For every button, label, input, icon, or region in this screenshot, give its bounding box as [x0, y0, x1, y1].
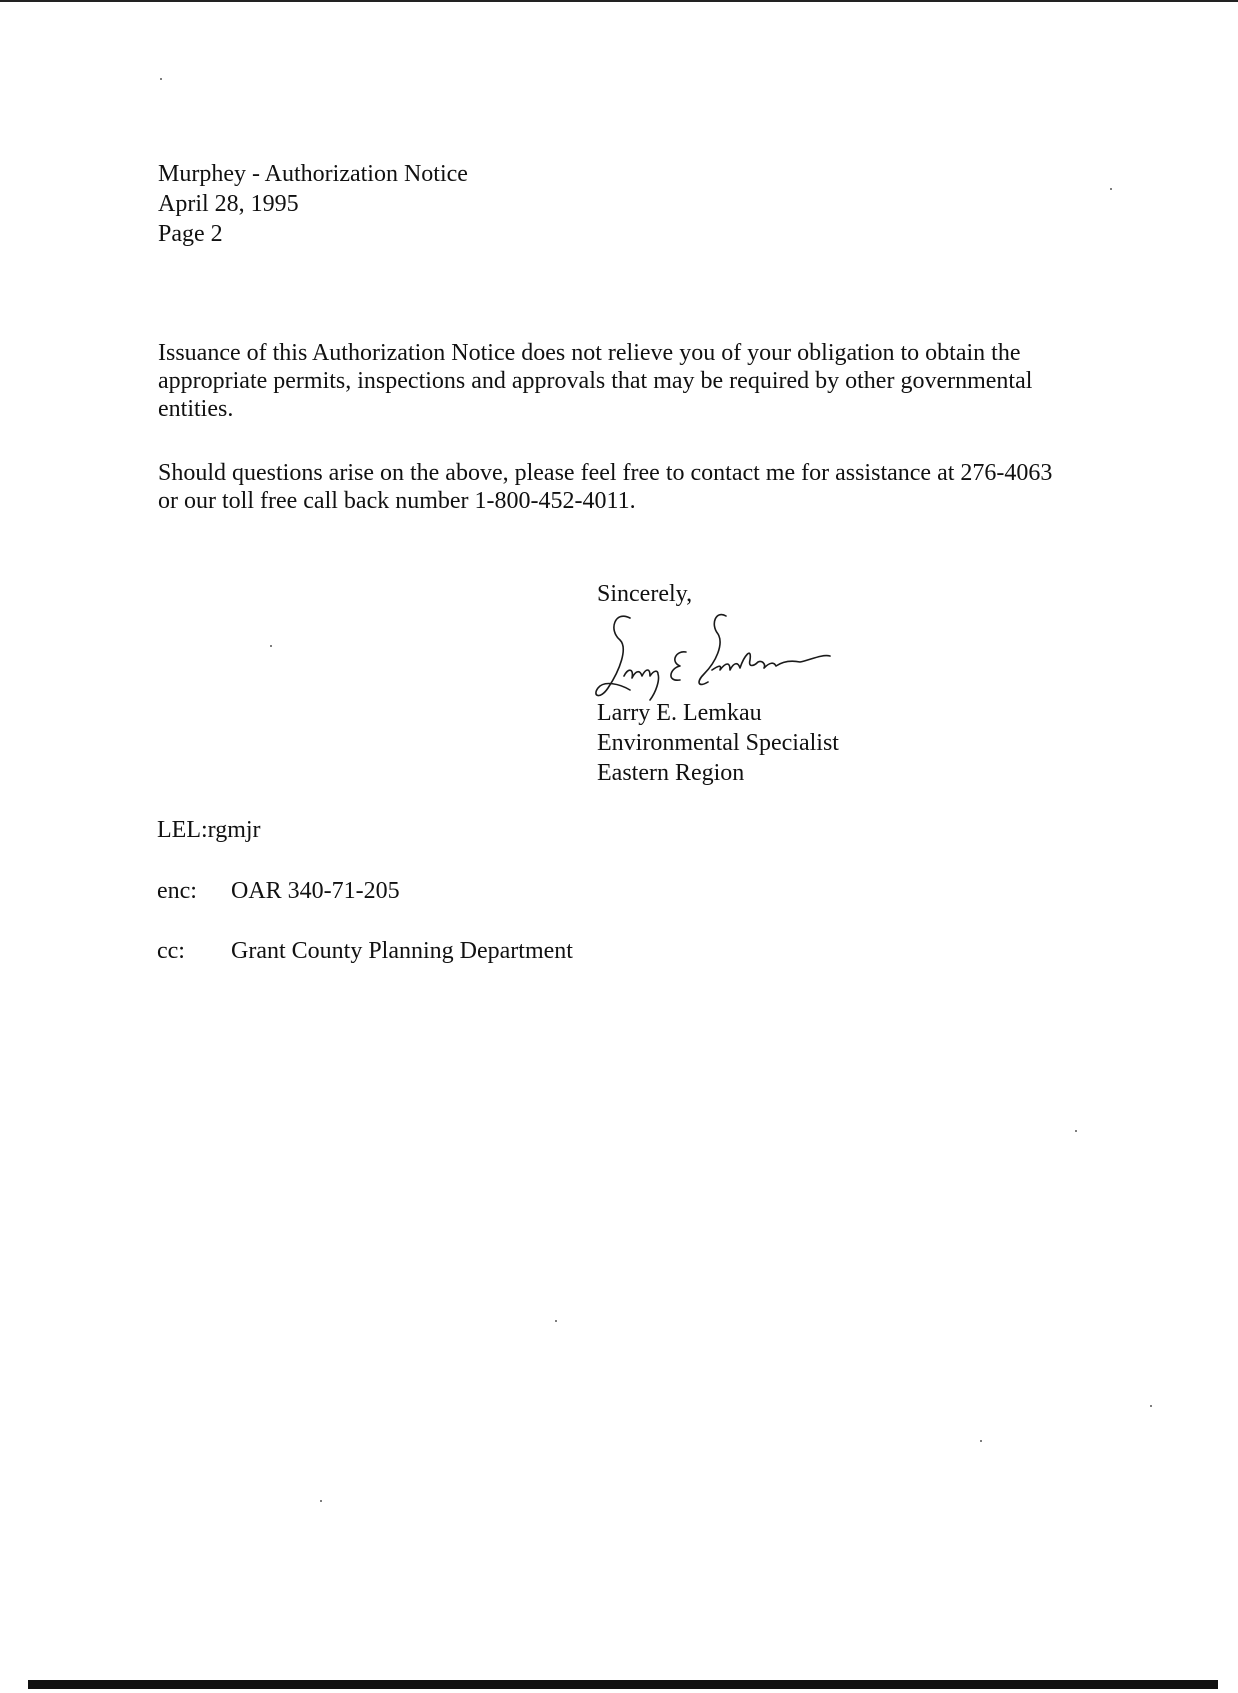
signer-name: Larry E. Lemkau — [597, 700, 762, 726]
signer-title: Environmental Specialist — [597, 730, 839, 756]
cc-value: Grant County Planning Department — [231, 938, 573, 964]
paragraph-line: entities. — [158, 396, 234, 422]
paragraph-contact — [158, 459, 1108, 515]
signer-region: Eastern Region — [597, 760, 745, 786]
paragraph-line: Should questions arise on the above, please feel free to contact me for assistance at 276-4063 — [158, 460, 1053, 486]
header-title: Murphey - Authorization Notice — [158, 161, 468, 187]
cc-label: cc: — [157, 938, 185, 964]
scan-speck — [1075, 1130, 1077, 1132]
header-date: April 28, 1995 — [158, 191, 299, 217]
typist-initials: LEL:rgmjr — [157, 817, 261, 843]
page-border-top — [0, 0, 1238, 2]
enclosure-label: enc: — [157, 878, 197, 904]
header-page-number: Page 2 — [158, 221, 223, 247]
scan-speck — [980, 1440, 982, 1442]
scan-speck — [160, 78, 162, 80]
scan-speck — [270, 645, 272, 647]
scan-speck — [320, 1500, 322, 1502]
handwritten-signature — [590, 610, 870, 710]
page-border-bottom — [28, 1680, 1218, 1689]
paragraph-line: Issuance of this Authorization Notice does not relieve you of your obligation to obtain the — [158, 340, 1021, 366]
scan-speck — [1110, 188, 1112, 190]
paragraph-line: or our toll free call back number 1-800-452-4011. — [158, 488, 636, 514]
paragraph-obligation — [158, 339, 1108, 423]
scan-speck — [1150, 1405, 1152, 1407]
enclosure-value: OAR 340-71-205 — [231, 878, 400, 904]
closing-salutation: Sincerely, — [597, 581, 693, 607]
scan-speck — [555, 1320, 557, 1322]
paragraph-line: appropriate permits, inspections and approvals that may be required by other governmental — [158, 368, 1033, 394]
